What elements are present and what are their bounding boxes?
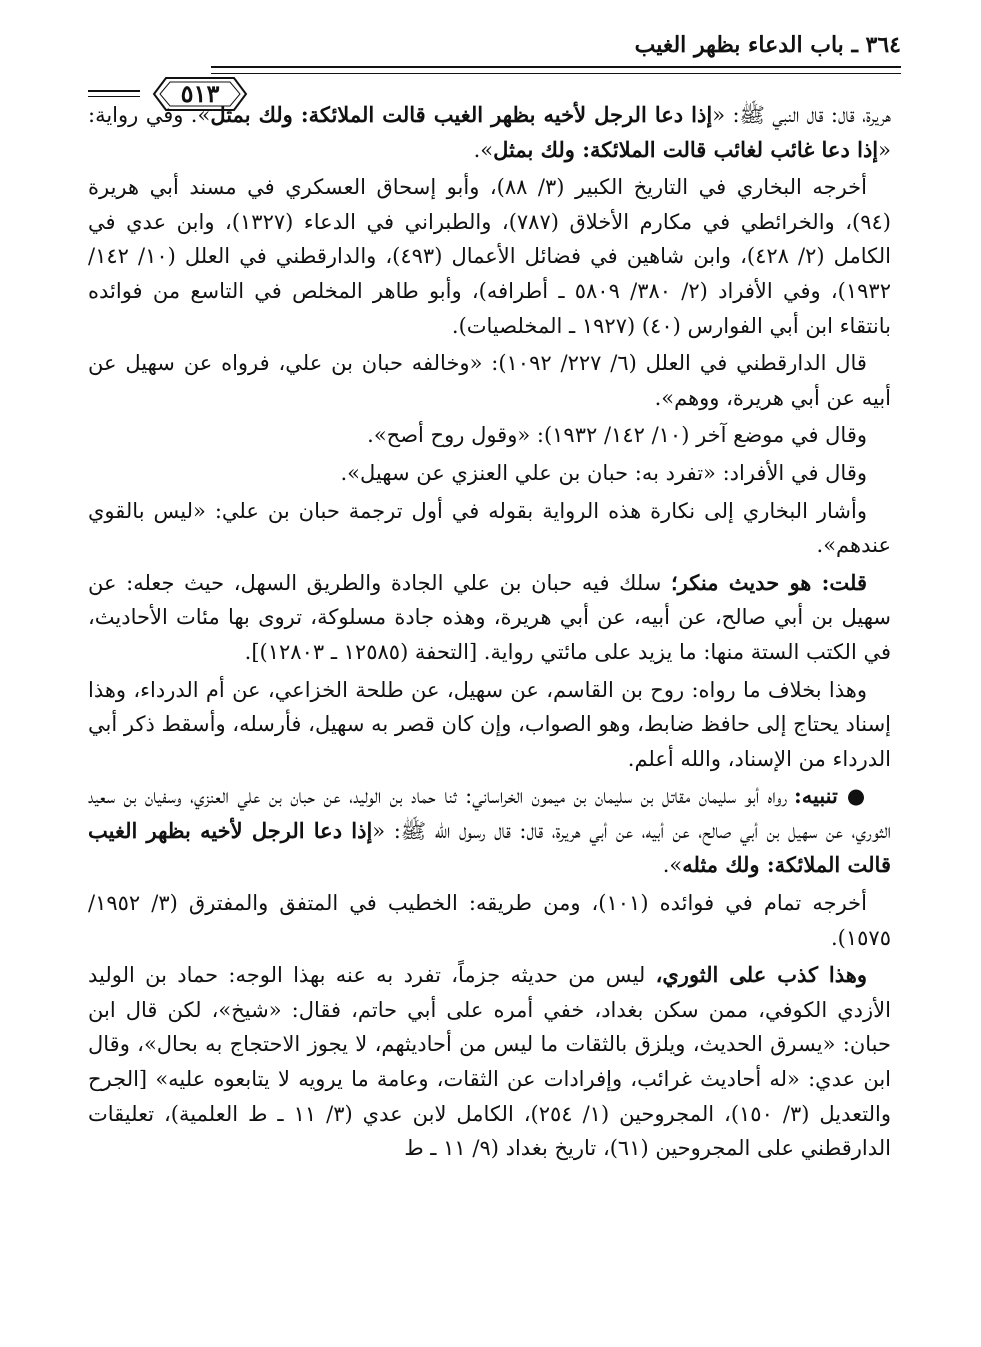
paragraph: [88, 566, 891, 670]
bold-text: قلت: هو حديث منكر؛: [671, 569, 867, 595]
text-run: أخرجه تمام في فوائده (١٠١)، ومن طريقه: الخطيب في المتفق والمفترق (٣/ ١٩٥٢/ ١٥٧٥).: [88, 891, 891, 950]
paragraph: [88, 170, 891, 343]
text-run: قال الدارقطني في العلل (٦/ ٢٢٧/ ١٠٩٢): «وخالفه حبان بن علي، فرواه عن سهيل عن أبيه عن أبي هريرة، ووهم».: [88, 351, 891, 410]
text-run: ». وفي رواية: «: [88, 103, 891, 162]
text-run: ليس من حديثه جزماً، تفرد به عنه بهذا الوجه: حماد بن الوليد الأزدي الكوفي، ممن سكن بغداد، خفي أمره على أبي حاتم، فقال: «شيخ»، لكن قال ابن حبان: «يسرق الحديث، ويلزق بالثقات ما ليس من أحاديثهم، لا يجوز الاحتجاج به بحال»، وقال ابن عدي: «له أحاديث غرائب، وإفرادات عن الثقات، وعامة ما يرويه لا يتابعوه عليه» [الجرح والتعديل (٣/ ١٥٠)، المجروحين (١/ ٢٥٤)، الكامل لابن عدي (٣/ ١١ ـ ط العلمية)، تعليقات الدارقطني على المجروحين (٦١)، تاريخ بغداد (٩/ ١١ ـ ط: [88, 963, 892, 1161]
header-rule: [88, 96, 140, 97]
text-run: أخرجه البخاري في التاريخ الكبير (٣/ ٨٨)، وأبو إسحاق العسكري في مسند أبي هريرة (٩٤)، والخرائطي في مكارم الأخلاق (٧٨٧)، والطبراني في الدعاء (١٣٢٧)، وابن عدي في الكامل (٢/ ٤٢٨)، وابن شاهين في فضائل الأعمال (٤٩٣)، والدارقطني في العلل (١٠/ ١٤٢/ ١٩٣٢)، وفي الأفراد (٢/ ٣٨٠/ ٥٨٠٩ ـ أطرافه)، وأبو طاهر المخلص في التاسع من فوائده بانتقاء ابن أبي الفوارس (٤٠) (١٩٢٧ ـ المخلصيات).: [88, 175, 891, 338]
text-run: وأشار البخاري إلى نكارة هذه الرواية بقوله في أول ترجمة حبان بن علي: «ليس بالقوي عندهم».: [88, 498, 891, 558]
paragraph: [88, 958, 891, 1166]
paragraph: [88, 418, 891, 453]
page-number: ٥١٣: [180, 79, 220, 108]
body-text: [88, 98, 891, 1169]
bold-text: إذا دعا غائب لغائب قالت الملائكة: ولك بمثل: [493, 136, 879, 162]
paragraph: [88, 98, 891, 167]
bold-text: ● تنبيه:: [793, 783, 867, 809]
paragraph: [88, 673, 891, 777]
paragraph: [88, 494, 891, 563]
paragraph: [88, 779, 891, 883]
header-rule: [88, 90, 140, 92]
text-run: هريرة، قال: قال النبي ﷺ: «: [712, 103, 891, 127]
text-run: رواه أبو سليمان مقاتل بن سليمان بن ميمون الخراساني: ثنا حماد بن الوليد، عن حبان بن علي العنزي، وسفيان بن سعيد الثوري، عن سهيل بن أبي صالح، عن أبيه، عن أبي هريرة، قال: قال رسول الله ﷺ: «: [88, 784, 891, 843]
text-run: سلك فيه حبان بن علي الجادة والطريق السهل، حيث جعله: عن سهيل بن أبي صالح، عن أبيه، عن أبي هريرة، وهذه جادة مسلوكة، تروى بها مئات الأحاديث، في الكتب الستة منها: ما يزيد على مائتي رواية. [التحفة (١٢٥٨٥ ـ ١٢٨٠٣)].: [88, 570, 891, 664]
bold-text: وهذا كذب على الثوري،: [655, 962, 867, 988]
bold-text: إذا دعا الرجل لأخيه بظهر الغيب قالت الملائكة: ولك بمثل: [210, 102, 713, 127]
page-header: [88, 26, 901, 108]
header-rule: [211, 66, 901, 68]
text-run: ».: [473, 137, 494, 162]
text-run: وقال في الأفراد: «تفرد به: حبان بن علي العنزي عن سهيل».: [340, 460, 867, 485]
bold-text: إذا دعا الرجل لأخيه بظهر الغيب قالت الملائكة: ولك مثله: [88, 817, 891, 878]
text-run: ».: [662, 853, 683, 878]
paragraph: [88, 346, 891, 415]
text-run: وهذا بخلاف ما رواه: روح بن القاسم، عن سهيل، عن طلحة الخزاعي، عن أم الدرداء، وهذا إسناد يحتاج إلى حافظ ضابط، وهو الصواب، وإن كان قصر به سهيل، فأرسله، وأسقط ذكر أبي الدرداء من الإسناد، والله أعلم.: [88, 677, 891, 771]
text-run: وقال في موضع آخر (١٠/ ١٤٢/ ١٩٣٢): «وقول روح أصح».: [367, 423, 867, 448]
paragraph: [88, 456, 891, 491]
header-rule: [211, 73, 901, 74]
running-title: ٣٦٤ ـ باب الدعاء بظهر الغيب: [634, 32, 901, 58]
paragraph: [88, 886, 891, 955]
